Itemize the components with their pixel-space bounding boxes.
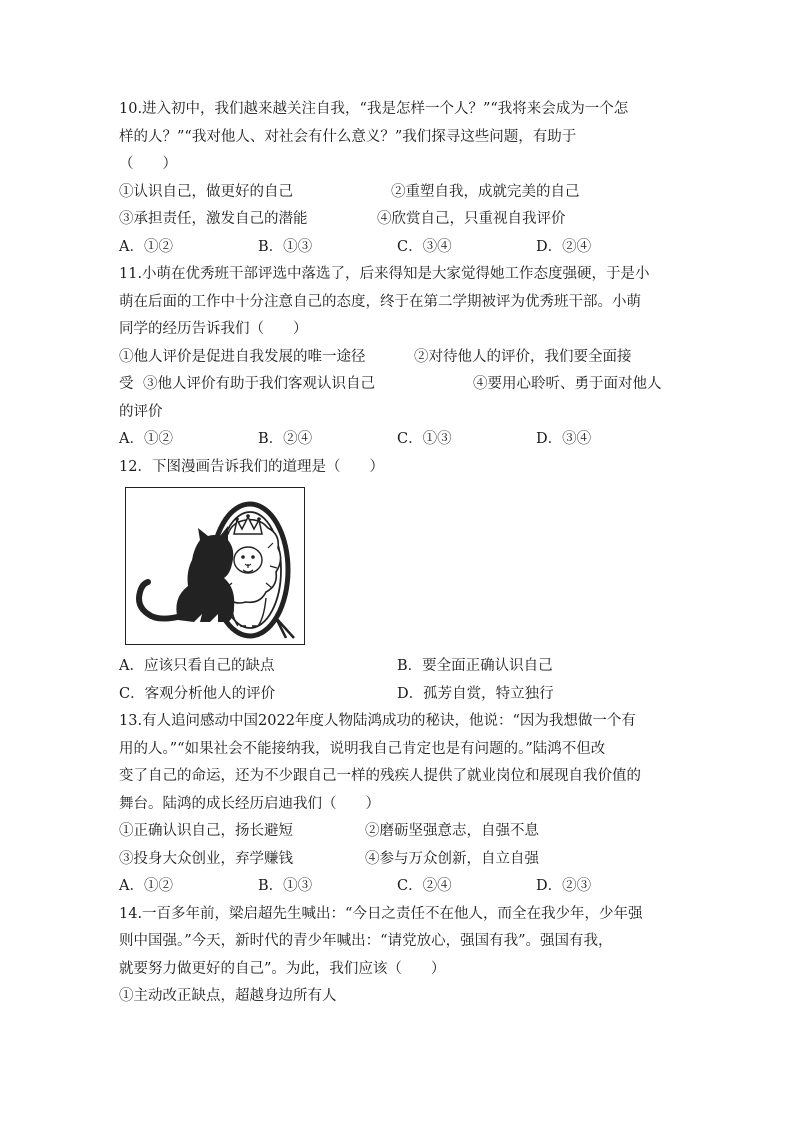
question-12 [119, 454, 675, 709]
q13-stem-line4: 舞台。陆鸿的成长经历启迪我们（ ） [119, 795, 380, 812]
q11-stem-line3: 同学的经历告诉我们（ ） [119, 321, 308, 337]
q10-statement-3: ③承担责任，激发自己的潜能 [119, 211, 308, 227]
q11-statement-4a: ④要用心聆听、勇于面对他人 [473, 376, 662, 392]
q14-statement-1: ①主动改正缺点，超越身边所有人 [119, 988, 337, 1004]
q10-option-c[interactable]: C．③④ [397, 238, 452, 255]
q10-option-b[interactable]: B．①③ [258, 238, 313, 255]
q14-stem-line3: 就要努力做更好的自己”。为此，我们应该（ ） [119, 960, 446, 977]
q11-options [119, 426, 675, 454]
q10-option-d[interactable]: D．②④ [536, 238, 592, 255]
q11-statement-3: ③他人评价有助于我们客观认识自己 [143, 376, 375, 392]
q13-options [119, 873, 675, 901]
q11-stem-line1: 11.小萌在优秀班干部评选中落选了，后来得知是大家觉得她工作态度强硬，于是小 [119, 266, 650, 282]
q13-stem-line1: 13.有人追问感动中国2022年度人物陆鸿成功的秘诀，他说：“因为我想做一个有 [119, 713, 636, 729]
q11-statement-2a: ②对待他人的评价，我们要全面接 [414, 348, 632, 365]
q11-statement-1: ①他人评价是促进自我发展的唯一途径 [119, 348, 366, 365]
q13-statements-row2 [119, 846, 675, 874]
q13-option-b[interactable]: B．①③ [258, 878, 313, 894]
q12-option-c[interactable]: C．客观分析他人的评价 [119, 685, 276, 702]
q11-option-b[interactable]: B．②④ [258, 431, 313, 447]
q13-statement-2: ②磨砺坚强意志，自强不息 [365, 823, 539, 839]
q13-statement-1: ①正确认识自己，扬长避短 [119, 823, 293, 839]
q12-option-b[interactable]: B．要全面正确认识自己 [397, 658, 553, 674]
q12-options-row2 [119, 681, 675, 709]
question-10 [119, 96, 675, 261]
q13-option-a[interactable]: A．①② [119, 878, 173, 894]
q11-statements-row2 [119, 371, 675, 399]
question-11 [119, 261, 675, 454]
q11-statement-2b: 受 [119, 376, 134, 392]
q13-stem-line2: 用的人。”“如果社会不能接纳我，说明我自己肯定也是有问题的。”陆鸿不但改 [119, 740, 606, 757]
q13-statements-row1 [119, 818, 675, 846]
q10-blank: （ ） [119, 156, 177, 172]
q10-statement-2: ②重塑自我，成就完美的自己 [391, 183, 580, 200]
q11-option-a[interactable]: A．①② [119, 431, 173, 447]
question-14 [119, 901, 675, 1011]
q12-options-row1 [119, 653, 675, 681]
q11-stem-line2: 萌在后面的工作中十分注意自己的态度，终于在第二学期被评为优秀班干部。小萌 [119, 293, 641, 310]
q13-stem-line3: 变了自己的命运，还为不少跟自己一样的残疾人提供了就业岗位和展现自我价值的 [119, 768, 641, 784]
cat-mirror-lion-cartoon [125, 487, 305, 645]
q10-statements-row1 [119, 179, 675, 207]
q12-stem: 12．下图漫画告诉我们的道理是（ ） [119, 458, 384, 475]
q10-stem-line2: 样的人？”“我对他人、对社会有什么意义？”我们探寻这些问题，有助于 [119, 128, 577, 145]
q13-option-d[interactable]: D．②③ [536, 878, 592, 894]
q13-statement-3: ③投身大众创业，弃学赚钱 [119, 850, 293, 867]
q11-option-d[interactable]: D．③④ [536, 431, 592, 447]
q10-statement-4: ④欣赏自己，只重视自我评价 [377, 211, 566, 227]
q10-option-a[interactable]: A．①② [119, 238, 173, 255]
q12-option-a[interactable]: A．应该只看自己的缺点 [119, 658, 275, 674]
q13-option-c[interactable]: C．②④ [397, 878, 452, 894]
cartoon-illustration [126, 488, 303, 643]
q10-statement-1: ①认识自己，做更好的自己 [119, 183, 293, 200]
q14-stem-line2: 则中国强。”今天，新时代的青少年喊出：“请党放心，强国有我”。强国有我， [119, 933, 613, 949]
q10-statements-row2 [119, 206, 675, 234]
q10-options [119, 234, 675, 262]
question-13 [119, 708, 675, 901]
q11-statement-4b: 的评价 [119, 403, 163, 420]
q14-stem-line1: 14.一百多年前，梁启超先生喊出：“今日之责任不在他人，而全在我少年，少年强 [119, 905, 643, 922]
q12-option-d[interactable]: D．孤芳自赏，特立独行 [397, 685, 554, 702]
q11-option-c[interactable]: C．①③ [397, 431, 452, 447]
question-content [119, 96, 675, 1011]
q10-stem-line1: 10.进入初中，我们越来越关注自我，“我是怎样一个人？”“我将来会成为一个怎 [119, 101, 629, 117]
q13-statement-4: ④参与万众创新，自立自强 [365, 850, 539, 867]
q11-statements-row1 [119, 344, 675, 372]
